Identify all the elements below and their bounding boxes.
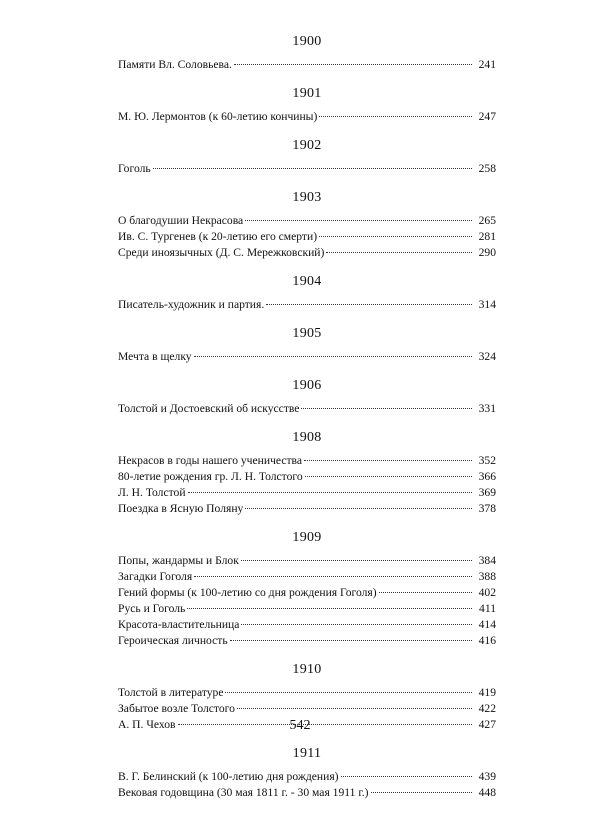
dot-leader: [379, 592, 472, 593]
toc-entry: [118, 585, 496, 601]
entry-page: 439: [478, 770, 496, 783]
entry-page: 414: [478, 618, 496, 631]
year-heading: 1902: [292, 138, 322, 153]
entry-title: Среди иноязычных (Д. С. Мережковский): [118, 246, 325, 259]
dot-leader: [341, 776, 472, 777]
dot-leader: [187, 608, 472, 609]
dot-leader: [305, 476, 472, 477]
toc-section: [118, 378, 496, 417]
entry-page: 290: [478, 246, 496, 259]
dot-leader: [237, 708, 472, 709]
toc-entry: [118, 569, 496, 585]
entry-page: 314: [478, 298, 496, 311]
entry-page: 247: [478, 110, 496, 123]
toc-section: [118, 326, 496, 365]
entry-title: Памяти Вл. Соловьева.: [118, 58, 232, 71]
dot-leader: [153, 168, 472, 169]
toc-entry: [118, 701, 496, 717]
entry-title: Мечта в щелку: [118, 350, 192, 363]
entry-title: Героическая личность: [118, 634, 228, 647]
dot-leader: [266, 304, 472, 305]
toc-entry: [118, 349, 496, 365]
year-heading: 1909: [292, 530, 322, 545]
entry-title: Ив. С. Тургенев (к 20-летию его смерти): [118, 230, 318, 243]
toc-section: [118, 34, 496, 73]
toc-entry: [118, 469, 496, 485]
toc-entry: [118, 553, 496, 569]
entry-page: 241: [478, 58, 496, 71]
toc-section: [118, 138, 496, 177]
entry-page: 331: [478, 402, 496, 415]
dot-leader: [194, 356, 472, 357]
entry-title: А. П. Чехов: [118, 718, 176, 731]
dot-leader: [230, 640, 472, 641]
toc-entry: [118, 401, 496, 417]
entry-page: 352: [478, 454, 496, 467]
year-heading: 1904: [292, 274, 322, 289]
entry-list: [118, 109, 496, 125]
year-heading: 1901: [292, 86, 322, 101]
table-of-contents: [118, 34, 496, 814]
dot-leader: [301, 408, 472, 409]
dot-leader: [241, 560, 472, 561]
entry-title: Русь и Гоголь: [118, 602, 186, 615]
dot-leader: [371, 792, 472, 793]
toc-entry: [118, 213, 496, 229]
toc-entry: [118, 485, 496, 501]
entry-title: Попы, жандармы и Блок: [118, 554, 239, 567]
dot-leader: [225, 692, 472, 693]
dot-leader: [194, 576, 472, 577]
entry-page: 448: [478, 786, 496, 799]
toc-entry: [118, 57, 496, 73]
entry-page: 384: [478, 554, 496, 567]
entry-list: [118, 57, 496, 73]
entry-title: Забытое возле Толстого: [118, 702, 235, 715]
toc-entry: [118, 245, 496, 261]
entry-page: 366: [478, 470, 496, 483]
toc-section: [118, 86, 496, 125]
year-heading: 1910: [292, 662, 322, 677]
dot-leader: [304, 460, 472, 461]
entry-title: Загадки Гоголя: [118, 570, 193, 583]
dot-leader: [319, 236, 472, 237]
toc-entry: [118, 229, 496, 245]
entry-title: Толстой в литературе: [118, 686, 224, 699]
toc-entry: [118, 501, 496, 517]
toc-entry: [118, 769, 496, 785]
year-heading: 1905: [292, 326, 322, 341]
entry-list: [118, 161, 496, 177]
dot-leader: [319, 116, 472, 117]
toc-section: [118, 530, 496, 649]
entry-title: Толстой и Достоевский об искусстве: [118, 402, 300, 415]
entry-list: [118, 769, 496, 801]
toc-entry: [118, 453, 496, 469]
entry-list: [118, 297, 496, 313]
entry-list: [118, 553, 496, 649]
toc-entry: [118, 161, 496, 177]
year-heading: 1911: [292, 746, 322, 761]
entry-title: Вековая годовщина (30 мая 1811 г. - 30 мая 1911 г.): [118, 786, 369, 799]
toc-section: [118, 746, 496, 801]
entry-title: М. Ю. Лермонтов (к 60-летию кончины): [118, 110, 318, 123]
toc-entry: [118, 785, 496, 801]
entry-page: 422: [478, 702, 496, 715]
entry-title: Гоголь: [118, 162, 151, 175]
entry-title: Л. Н. Толстой: [118, 486, 186, 499]
dot-leader: [241, 624, 472, 625]
entry-page: 258: [478, 162, 496, 175]
year-heading: 1903: [292, 190, 322, 205]
toc-entry: [118, 601, 496, 617]
entry-title: Писатель-художник и партия.: [118, 298, 265, 311]
entry-title: 80-летие рождения гр. Л. Н. Толстого: [118, 470, 303, 483]
toc-entry: [118, 633, 496, 649]
entry-page: 388: [478, 570, 496, 583]
entry-title: В. Г. Белинский (к 100-летию дня рождения): [118, 770, 339, 783]
dot-leader: [245, 508, 472, 509]
entry-list: [118, 453, 496, 517]
entry-page: 419: [478, 686, 496, 699]
entry-title: Красота-властительница: [118, 618, 240, 631]
toc-entry: [118, 685, 496, 701]
year-heading: 1908: [292, 430, 322, 445]
entry-page: 265: [478, 214, 496, 227]
entry-page: 378: [478, 502, 496, 515]
entry-title: Некрасов в годы нашего ученичества: [118, 454, 303, 467]
entry-title: Гений формы (к 100-летию со дня рождения Гоголя): [118, 586, 377, 599]
entry-page: 402: [478, 586, 496, 599]
toc-entry: [118, 297, 496, 313]
year-heading: 1900: [292, 34, 322, 49]
entry-list: [118, 349, 496, 365]
dot-leader: [326, 252, 472, 253]
year-heading: 1906: [292, 378, 322, 393]
entry-list: [118, 401, 496, 417]
entry-title: О благодушии Некрасова: [118, 214, 244, 227]
entry-page: 324: [478, 350, 496, 363]
toc-section: [118, 190, 496, 261]
dot-leader: [188, 492, 472, 493]
entry-list: [118, 213, 496, 261]
toc-section: [118, 430, 496, 517]
entry-page: 416: [478, 634, 496, 647]
page-number: 542: [289, 718, 311, 733]
dot-leader: [245, 220, 472, 221]
entry-title: Поездка в Ясную Поляну: [118, 502, 244, 515]
toc-section: [118, 274, 496, 313]
dot-leader: [234, 64, 472, 65]
entry-page: 369: [478, 486, 496, 499]
toc-entry: [118, 109, 496, 125]
toc-entry: [118, 617, 496, 633]
entry-page: 411: [479, 602, 496, 615]
entry-page: 427: [478, 718, 496, 731]
entry-page: 281: [478, 230, 496, 243]
